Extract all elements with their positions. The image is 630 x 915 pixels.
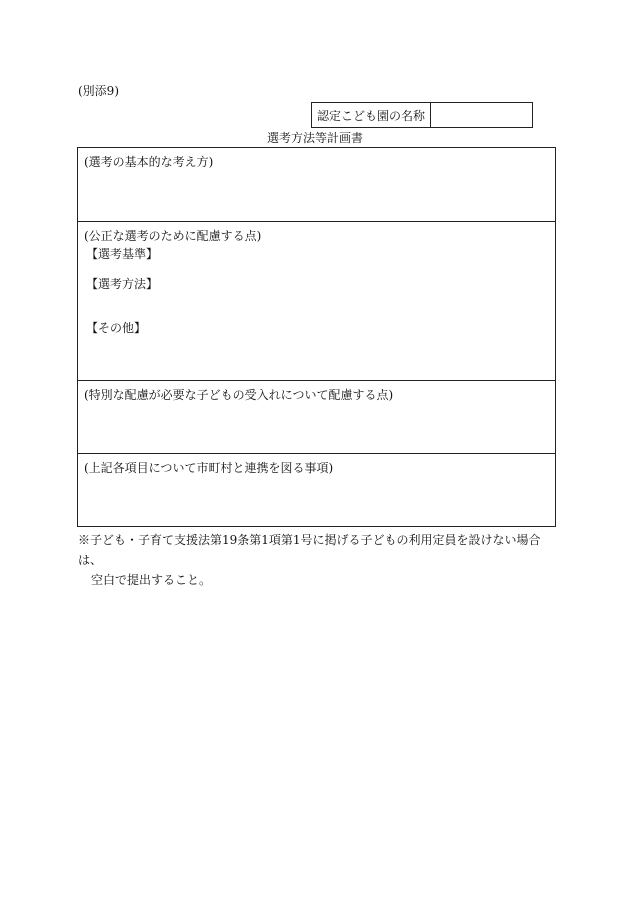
section-fairness-considerations[interactable] xyxy=(78,222,555,381)
section-municipal-coordination[interactable] xyxy=(78,454,555,526)
section-basic-approach[interactable] xyxy=(78,148,555,222)
subsection-selection-criteria: 【選考基準】 xyxy=(86,247,159,261)
facility-name-label: 認定こども園の名称 xyxy=(312,103,431,128)
section-special-needs-considerations[interactable] xyxy=(78,381,555,454)
section-title: (上記各項目について市町村と連携を図る事項) xyxy=(84,461,334,475)
subsection-selection-method: 【選考方法】 xyxy=(86,277,159,291)
facility-name-table xyxy=(311,102,533,128)
attachment-label: (別添9) xyxy=(78,84,119,98)
section-title: (特別な配慮が必要な子どもの受入れについて配慮する点) xyxy=(84,388,394,402)
footnote xyxy=(78,530,558,590)
section-title: (選考の基本的な考え方) xyxy=(84,155,214,169)
section-title: (公正な選考のために配慮する点) xyxy=(84,229,262,243)
footnote-line-1: ※子ども・子育て支援法第19条第1項第1号に掲げる子どもの利用定員を設けない場合は、 xyxy=(78,533,541,567)
footnote-line-2: 空白で提出すること。 xyxy=(91,573,212,587)
document-title: 選考方法等計画書 xyxy=(266,131,363,145)
subsection-other: 【その他】 xyxy=(86,321,147,335)
facility-name-field[interactable] xyxy=(431,103,533,128)
plan-form xyxy=(77,147,556,527)
